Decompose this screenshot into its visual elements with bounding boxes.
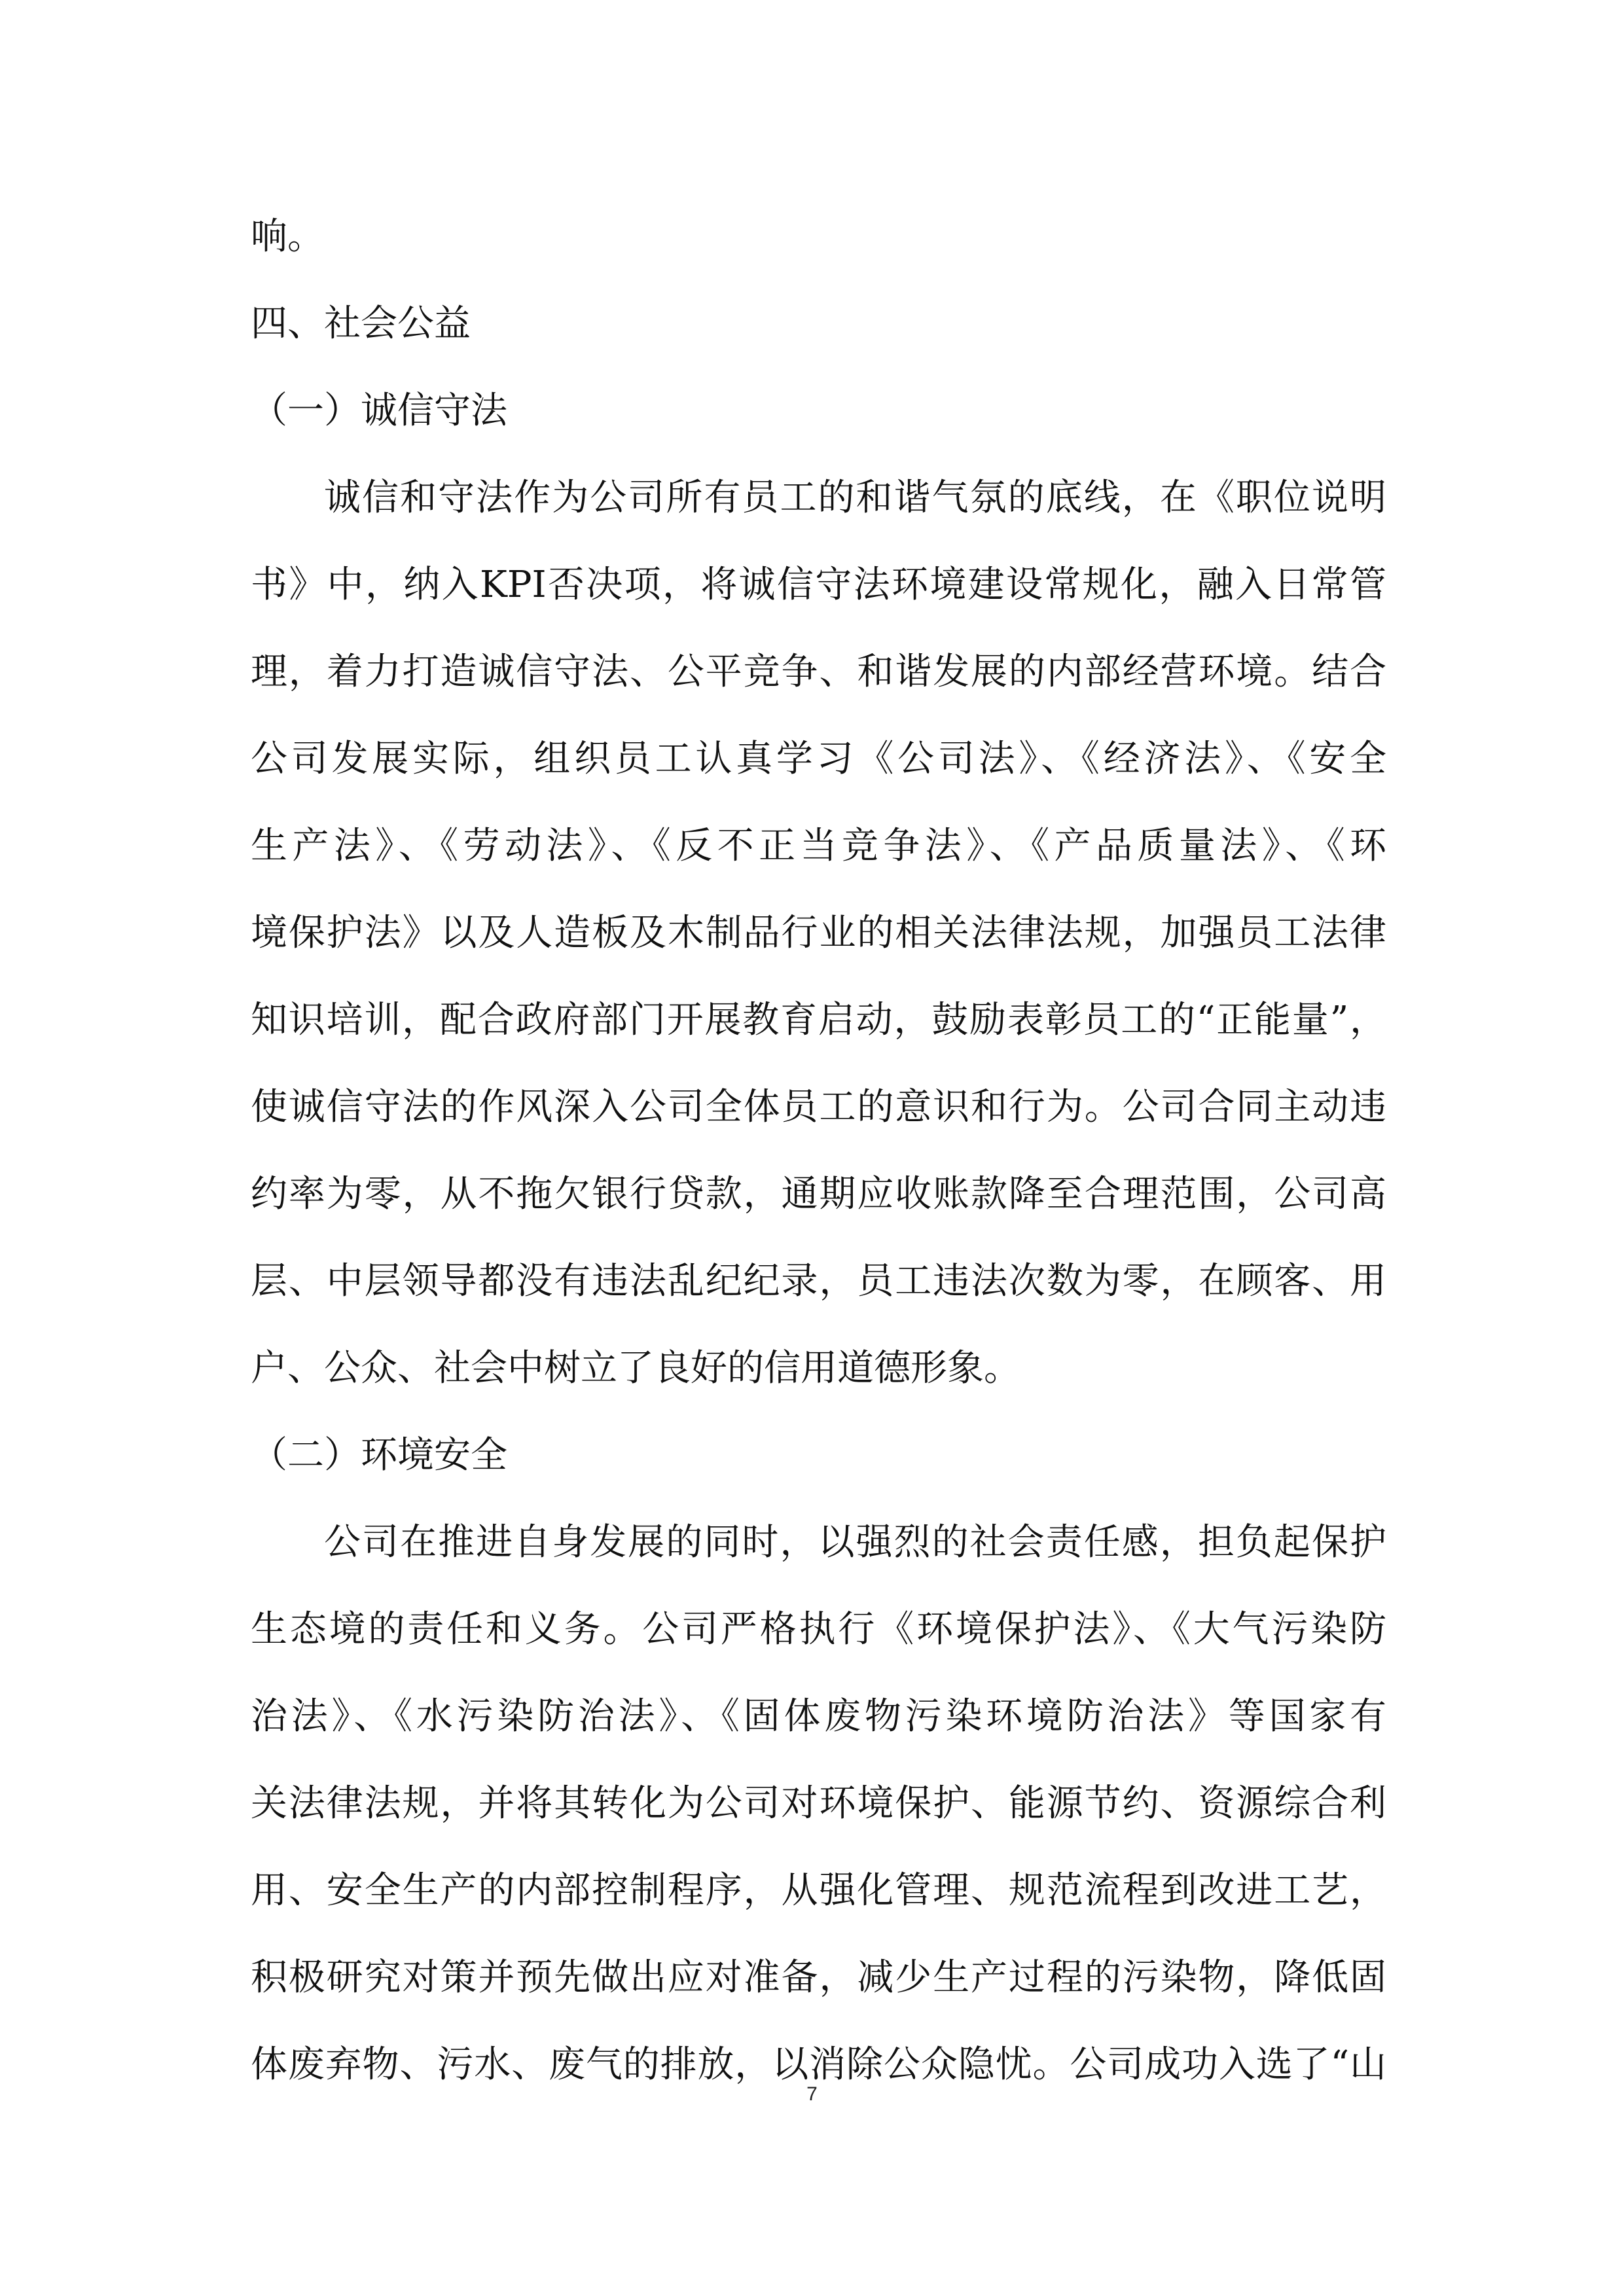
paragraph-line: 积极研究对策并预先做出应对准备，减少生产过程的污染物，降低固 [251, 1956, 1386, 1999]
paragraph-line: 约率为零，从不拖欠银行贷款，通期应收账款降至合理范围，公司高 [251, 1173, 1386, 1215]
paragraph-line: 生产法》、《劳动法》、《反不正当竞争法》、《产品质量法》、《环 [251, 825, 1386, 867]
paragraph-line: 知识培训，配合政府部门开展教育启动，鼓励表彰员工的“正能量”， [251, 999, 1386, 1041]
section-heading: 四、社会公益 [251, 302, 471, 345]
paragraph-line: 公司发展实际，组织员工认真学习《公司法》、《经济法》、《安全 [251, 738, 1386, 780]
paragraph-line: 生态境的责任和义务。公司严格执行《环境保护法》、《大气污染防 [251, 1608, 1386, 1651]
paragraph-line: 书》中，纳入KPI否决项，将诚信守法环境建设常规化，融入日常管 [251, 564, 1386, 606]
text-line: 响。 [251, 215, 324, 258]
subsection-heading: （一）诚信守法 [251, 389, 507, 432]
paragraph-line: 诚信和守法作为公司所有员工的和谐气氛的底线，在《职位说明 [324, 476, 1386, 519]
paragraph-line: 关法律法规，并将其转化为公司对环境保护、能源节约、资源综合利 [251, 1782, 1386, 1825]
paragraph-line: 治法》、《水污染防治法》、《固体废物污染环境防治法》等国家有 [251, 1695, 1386, 1738]
paragraph-line: 户、公众、社会中树立了良好的信用道德形象。 [251, 1347, 1020, 1390]
paragraph-line: 使诚信守法的作风深入公司全体员工的意识和行为。公司合同主动违 [251, 1086, 1386, 1128]
paragraph-line: 公司在推进自身发展的同时，以强烈的社会责任感，担负起保护 [324, 1521, 1386, 1564]
paragraph-line: 层、中层领导都没有违法乱纪纪录，员工违法次数为零，在顾客、用 [251, 1260, 1386, 1302]
paragraph-line: 理，着力打造诚信守法、公平竞争、和谐发展的内部经营环境。结合 [251, 651, 1386, 693]
subsection-heading: （二）环境安全 [251, 1434, 507, 1477]
page-number: 7 [806, 2083, 818, 2105]
paragraph-line: 体废弃物、污水、废气的排放，以消除公众隐忧。公司成功入选了“山 [251, 2043, 1386, 2086]
paragraph-line: 境保护法》以及人造板及木制品行业的相关法律法规，加强员工法律 [251, 912, 1386, 954]
paragraph-line: 用、安全生产的内部控制程序，从强化管理、规范流程到改进工艺， [251, 1869, 1386, 1912]
